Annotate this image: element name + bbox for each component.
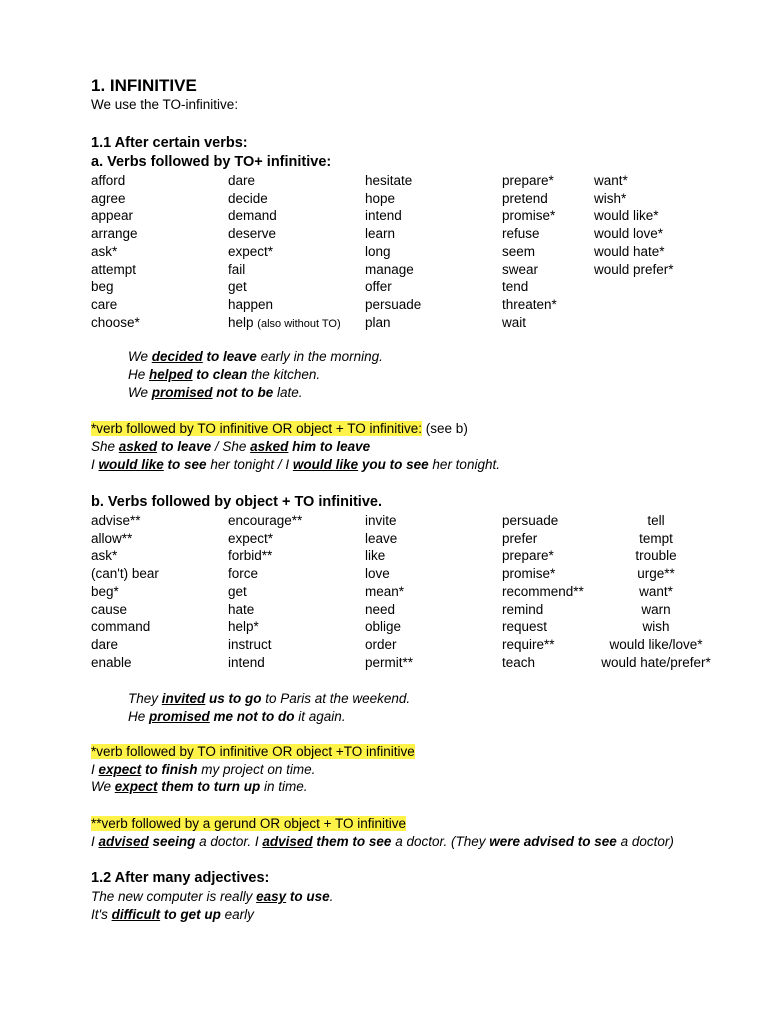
verb-cell	[365, 226, 395, 241]
text: a doctor. (They	[391, 834, 490, 849]
verb-text: enable	[91, 654, 132, 670]
text: a doctor)	[616, 834, 674, 849]
verb-text: warn	[641, 601, 671, 617]
infinitive: to see	[163, 457, 207, 472]
verb-cell	[91, 244, 117, 259]
section-title: 1. INFINITIVE	[91, 76, 197, 95]
verb-text: forbid**	[228, 548, 273, 564]
verb-text: agree	[91, 190, 126, 206]
verb-text: (can't) bear	[91, 566, 159, 582]
verb-text: happen	[228, 296, 274, 312]
verb-cell	[228, 513, 302, 528]
infinitive: to use	[286, 889, 330, 904]
verb-cell	[365, 655, 413, 670]
text: He	[128, 709, 150, 724]
verb-text: want*	[594, 173, 628, 188]
verb-text: would hate/prefer*	[601, 654, 711, 670]
verb-cell	[502, 244, 535, 259]
verb-text: intend	[365, 208, 402, 224]
verb-cell	[502, 566, 555, 581]
verb-cell	[365, 513, 397, 528]
verb-cell	[594, 226, 663, 241]
verb-cell	[576, 513, 736, 528]
verb-text: appear	[91, 208, 134, 224]
verb-cell	[365, 297, 421, 312]
infinitive: to leave	[202, 349, 257, 364]
verb-text: hate	[228, 601, 255, 617]
verb-cell	[91, 566, 159, 581]
verb-cell	[228, 548, 272, 563]
verb-text: oblige	[365, 619, 402, 635]
text: .	[329, 889, 334, 904]
verb-text: pretend	[502, 190, 548, 206]
verb-cell	[576, 655, 736, 670]
example-a	[128, 385, 303, 400]
verb-text: instruct	[228, 636, 272, 652]
gerund: seeing	[148, 834, 196, 849]
verb-text: seem	[502, 243, 536, 259]
text: a doctor. I	[195, 834, 263, 849]
verb-text: demand	[228, 208, 277, 224]
help-note: (also without TO)	[257, 317, 341, 330]
verb-text: would like*	[594, 208, 659, 224]
verb-text: ask*	[91, 548, 118, 564]
text: It's	[91, 907, 112, 922]
verb-cell	[576, 531, 736, 546]
verb-text: intend	[228, 654, 265, 670]
verb-cell	[365, 315, 391, 330]
text: He	[128, 367, 150, 382]
verb-cell	[228, 619, 259, 634]
verb-text: leave	[365, 530, 398, 546]
text: She	[91, 439, 119, 454]
verb-cell	[576, 566, 736, 581]
verb-cell	[502, 297, 557, 312]
verb-text: plan	[365, 314, 391, 330]
verb-text: permit**	[365, 654, 414, 670]
verb-text: swear	[502, 261, 539, 277]
example-b-2	[128, 709, 346, 724]
verb-text: need	[365, 601, 396, 617]
verb-cell	[91, 531, 132, 546]
verb-text: would like/love*	[609, 636, 703, 652]
verb-text: expect*	[228, 243, 274, 259]
subsection-title-1-1: 1.1 After certain verbs:	[91, 135, 248, 151]
verb-cell	[502, 279, 528, 294]
verb-text: request	[502, 619, 548, 635]
example-b-1	[128, 691, 410, 706]
verb-cell	[228, 173, 255, 188]
text: We	[91, 779, 115, 794]
verb-cell	[91, 262, 136, 277]
verb-text: help*	[228, 619, 259, 635]
verb-cell	[502, 262, 538, 277]
note-b1-example-1	[91, 762, 315, 777]
note-a-example-1	[91, 439, 370, 454]
verb-cell	[365, 208, 402, 223]
verb-cell	[502, 191, 548, 206]
verb-cell	[365, 602, 395, 617]
verb-cell	[594, 244, 665, 259]
verb-text: would love*	[594, 226, 664, 242]
verb-cell	[228, 297, 273, 312]
adjective-example-2	[91, 907, 254, 922]
verb-text: force	[228, 566, 259, 582]
note-a-highlight: *verb followed by TO infinitive OR object + TO infinitive:	[91, 421, 423, 436]
verb-cell	[228, 566, 258, 581]
verb: promised	[149, 709, 210, 724]
verb-text: would prefer*	[594, 261, 674, 277]
verb-cell	[576, 637, 736, 652]
note-b1	[91, 744, 415, 759]
verb-text: prefer	[502, 530, 538, 546]
verb-text: care	[91, 296, 118, 312]
verb-cell	[502, 226, 540, 241]
verb: advised	[262, 834, 313, 849]
verb-cell	[594, 191, 626, 206]
verb-cell	[228, 208, 277, 223]
verb-text: beg	[91, 279, 114, 295]
verb-text: tell	[647, 513, 665, 528]
verb: asked	[118, 439, 158, 454]
verb-cell	[91, 191, 126, 206]
verb-text: want*	[639, 583, 673, 599]
verb-text: invite	[365, 513, 397, 528]
verb: asked	[250, 439, 289, 454]
verb-cell	[576, 584, 736, 599]
verb-cell	[502, 531, 537, 546]
section-intro: We use the TO-infinitive:	[91, 97, 239, 112]
infinitive: to clean	[192, 367, 248, 382]
verb-text: get	[228, 279, 247, 295]
verb: would like	[292, 457, 359, 472]
text: early	[220, 907, 254, 922]
verb-cell	[91, 637, 118, 652]
text: the kitchen.	[247, 367, 321, 382]
verb-text: would hate*	[594, 243, 665, 259]
verb-text: threaten*	[502, 296, 557, 312]
note-b2-example	[91, 834, 674, 849]
verb-cell	[594, 208, 659, 223]
verb-text: help	[228, 314, 254, 330]
verb-cell	[502, 637, 555, 652]
infinitive: them to see	[312, 834, 392, 849]
verb-text: manage	[365, 261, 414, 277]
verb-text: encourage**	[228, 513, 303, 528]
verb-text: love	[365, 566, 390, 582]
verb-cell	[502, 548, 554, 563]
verb-text: wait	[502, 314, 527, 330]
verb: expect	[114, 779, 158, 794]
note-b2-highlight: **verb followed by a gerund OR object + TO infinitive	[91, 816, 407, 831]
subsection-title-1-2: 1.2 After many adjectives:	[91, 870, 270, 886]
verb-text: tend	[502, 279, 529, 295]
infinitive: you to see	[358, 457, 429, 472]
verb-text: beg*	[91, 583, 119, 599]
verb-text: require**	[502, 636, 555, 652]
verb-text: ask*	[91, 243, 118, 259]
adjective: difficult	[111, 907, 161, 922]
adjective: easy	[256, 889, 287, 904]
verb-text: tempt	[639, 530, 673, 546]
verb: would like	[98, 457, 164, 472]
verb-text: deserve	[228, 226, 277, 242]
verb-cell	[502, 619, 547, 634]
verb-cell	[365, 173, 412, 188]
note-b1-highlight: *verb followed by TO infinitive OR object +TO infinitive	[91, 744, 415, 759]
verb-cell	[228, 655, 265, 670]
verb-cell	[228, 191, 268, 206]
verb-cell	[365, 584, 404, 599]
verb-cell	[228, 279, 247, 294]
verb-cell	[91, 584, 119, 599]
subsection-b-title: b. Verbs followed by object + TO infinitive.	[91, 494, 382, 510]
verb-text: command	[91, 619, 151, 635]
verb-cell	[502, 602, 543, 617]
text: late.	[273, 385, 303, 400]
verb-cell	[91, 655, 132, 670]
text: They	[128, 691, 162, 706]
verb-text: order	[365, 636, 397, 652]
text: I	[91, 457, 99, 472]
verb-text: promise*	[502, 566, 556, 582]
verb-text: promise*	[502, 208, 556, 224]
verb-text: long	[365, 243, 391, 259]
verb-cell	[594, 173, 628, 188]
example-a	[128, 349, 383, 364]
verb-cell	[91, 548, 117, 563]
verb-text: advise**	[91, 513, 141, 528]
verb-cell	[365, 548, 385, 563]
adjective-example-1	[91, 889, 333, 904]
verb-text: refuse	[502, 226, 540, 242]
verb-text: fail	[228, 261, 246, 277]
text: early in the morning.	[256, 349, 383, 364]
verb-text: decide	[228, 190, 268, 206]
verb-cell	[576, 602, 736, 617]
verb-text: dare	[91, 636, 119, 652]
verb-cell	[91, 619, 150, 634]
text: The new computer is really	[91, 889, 257, 904]
verb-text: trouble	[635, 548, 677, 564]
verb-text: attempt	[91, 261, 137, 277]
verb-cell	[502, 208, 555, 223]
verb-cell	[365, 244, 391, 259]
verb-cell	[228, 637, 272, 652]
note-b1-example-2	[91, 779, 308, 794]
infinitive: me not to do	[209, 709, 295, 724]
verb-cell	[228, 584, 247, 599]
verb-cell	[91, 315, 140, 330]
text: We	[128, 385, 152, 400]
verb: decided	[151, 349, 203, 364]
verb-cell	[91, 226, 138, 241]
verb-text: wish	[642, 619, 670, 635]
example-a	[128, 367, 320, 382]
text: her tonight / I	[206, 457, 293, 472]
verb-cell	[576, 619, 736, 634]
verb-text: like	[365, 548, 386, 564]
verb-text: get	[228, 583, 247, 599]
verb-cell	[91, 173, 125, 188]
verb-cell	[228, 531, 273, 546]
verb-cell	[91, 297, 117, 312]
verb-cell	[91, 602, 127, 617]
infinitive: to finish	[141, 762, 198, 777]
verb-cell	[228, 244, 273, 259]
text: her tonight.	[428, 457, 500, 472]
note-a-example-2	[91, 457, 500, 472]
note-a-tail: (see b)	[422, 421, 468, 436]
note-a	[91, 421, 468, 436]
infinitive: were advised to see	[489, 834, 617, 849]
verb-text: learn	[365, 226, 396, 242]
verb-cell	[91, 513, 141, 528]
verb-text: cause	[91, 601, 128, 617]
verb-cell	[502, 173, 554, 188]
infinitive: us to go	[205, 691, 262, 706]
verb-text: allow**	[91, 530, 133, 546]
verb-cell	[365, 637, 397, 652]
verb-cell	[228, 315, 341, 330]
text: in time.	[260, 779, 308, 794]
verb-cell	[365, 262, 414, 277]
text: it again.	[294, 709, 346, 724]
verb-cell	[502, 584, 584, 599]
infinitive: to leave	[157, 439, 212, 454]
verb-cell	[502, 655, 535, 670]
infinitive: to get up	[160, 907, 221, 922]
verb-text: prepare*	[502, 548, 554, 564]
verb-text: hope	[365, 190, 396, 206]
text: / She	[211, 439, 251, 454]
verb-text: mean*	[365, 583, 405, 599]
verb-cell	[594, 262, 674, 277]
verb-cell	[365, 531, 397, 546]
verb-cell	[365, 279, 392, 294]
verb-cell	[365, 619, 401, 634]
verb: invited	[161, 691, 206, 706]
text: my project on time.	[197, 762, 316, 777]
verb-cell	[91, 208, 133, 223]
verb-text: dare	[228, 173, 256, 188]
infinitive: not to be	[212, 385, 274, 400]
verb-text: choose*	[91, 314, 140, 330]
verb-text: teach	[502, 654, 536, 670]
text: I	[91, 834, 99, 849]
verb-text: persuade	[502, 513, 559, 528]
text: to Paris at the weekend.	[261, 691, 411, 706]
verb-text: arrange	[91, 226, 138, 242]
verb-cell	[502, 315, 526, 330]
verb-cell	[576, 548, 736, 563]
verb-cell	[228, 602, 254, 617]
verb-cell	[365, 191, 395, 206]
infinitive: him to leave	[288, 439, 371, 454]
verb: promised	[151, 385, 213, 400]
verb-text: offer	[365, 279, 392, 295]
verb-text: persuade	[365, 296, 422, 312]
note-b2	[91, 816, 406, 831]
verb-text: remind	[502, 601, 544, 617]
text: We	[128, 349, 152, 364]
verb: advised	[98, 834, 149, 849]
verb: expect	[98, 762, 142, 777]
verb-cell	[365, 566, 390, 581]
verb-cell	[502, 513, 558, 528]
verb-text: afford	[91, 173, 126, 188]
verb-text: urge**	[637, 566, 675, 582]
verb: helped	[149, 367, 193, 382]
text: I	[91, 762, 99, 777]
verb-cell	[228, 262, 245, 277]
verb-text: prepare*	[502, 173, 554, 188]
verb-cell	[228, 226, 276, 241]
verb-text: wish*	[594, 190, 627, 206]
infinitive: them to turn up	[157, 779, 261, 794]
subsection-a-title: a. Verbs followed by TO+ infinitive:	[91, 154, 332, 170]
verb-text: hesitate	[365, 173, 413, 188]
verb-text: expect*	[228, 530, 274, 546]
verb-text: recommend**	[502, 583, 584, 599]
verb-cell	[91, 279, 114, 294]
